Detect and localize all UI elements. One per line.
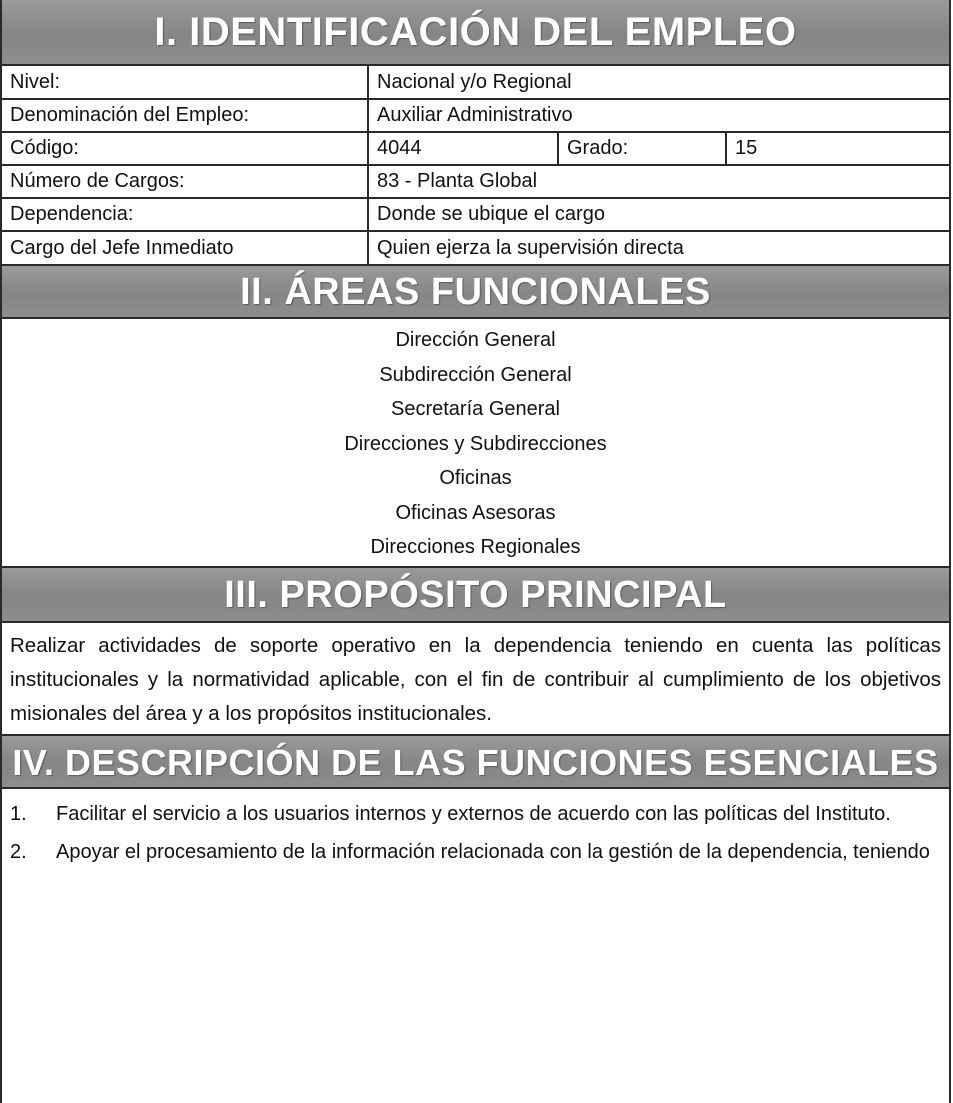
areas-list [2,319,949,566]
list-item [10,795,941,833]
denominacion-value: Auxiliar Administrativo [368,99,949,132]
nivel-label: Nivel: [2,66,368,99]
list-item: Direcciones y Subdirecciones [344,432,607,455]
section-header-funciones: IV. DESCRIPCIÓN DE LAS FUNCIONES ESENCIALES [2,734,949,789]
dependencia-value: Donde se ubique el cargo [368,198,949,231]
item-number: 1. [10,803,27,825]
table-row [2,66,949,99]
nivel-value: Nacional y/o Regional [368,66,949,99]
jefe-inmediato-value: Quien ejerza la supervisión directa [368,231,949,264]
dependencia-label: Dependencia: [2,198,368,231]
list-item: Secretaría General [391,398,560,420]
list-item: Oficinas [439,467,512,489]
list-item: Dirección General [395,329,556,351]
item-number: 2. [10,841,27,863]
list-item: Oficinas Asesoras [395,501,556,524]
item-text: Facilitar el servicio a los usuarios internos y externos de acuerdo con las políticas del Instituto. [56,803,891,825]
section-header-proposito: III. PROPÓSITO PRINCIPAL [2,566,949,623]
denominacion-label: Denominación del Empleo: [2,99,368,132]
list-item: Direcciones Regionales [370,536,581,558]
section-header-areas: II. ÁREAS FUNCIONALES [2,264,949,319]
numero-cargos-label: Número de Cargos: [2,165,368,198]
table-row [2,99,949,132]
codigo-value: 4044 [368,132,558,165]
list-item: Subdirección General [379,363,572,386]
table-row [2,198,949,231]
jefe-inmediato-label: Cargo del Jefe Inmediato [2,231,368,264]
proposito-text: Realizar actividades de soporte operativo en la dependencia teniendo en cuenta las políticas institucionales y la normatividad aplicable, con el fin de contribuir al cumplimiento de los objetivos misionales del área y a los propósitos institucionales. [10,634,941,725]
list-item [10,833,941,871]
identificacion-table [2,66,949,264]
table-row [2,132,949,165]
section-header-identificacion: I. IDENTIFICACIÓN DEL EMPLEO [2,0,949,66]
table-row [2,231,949,264]
item-text: Apoyar el procesamiento de la información relacionada con la gestión de la dependencia, teniendo [56,841,930,863]
grado-value: 15 [726,132,949,165]
funciones-list [2,789,949,871]
codigo-label: Código: [2,132,368,165]
table-row [2,165,949,198]
grado-label: Grado: [558,132,726,165]
numero-cargos-value: 83 - Planta Global [368,165,949,198]
